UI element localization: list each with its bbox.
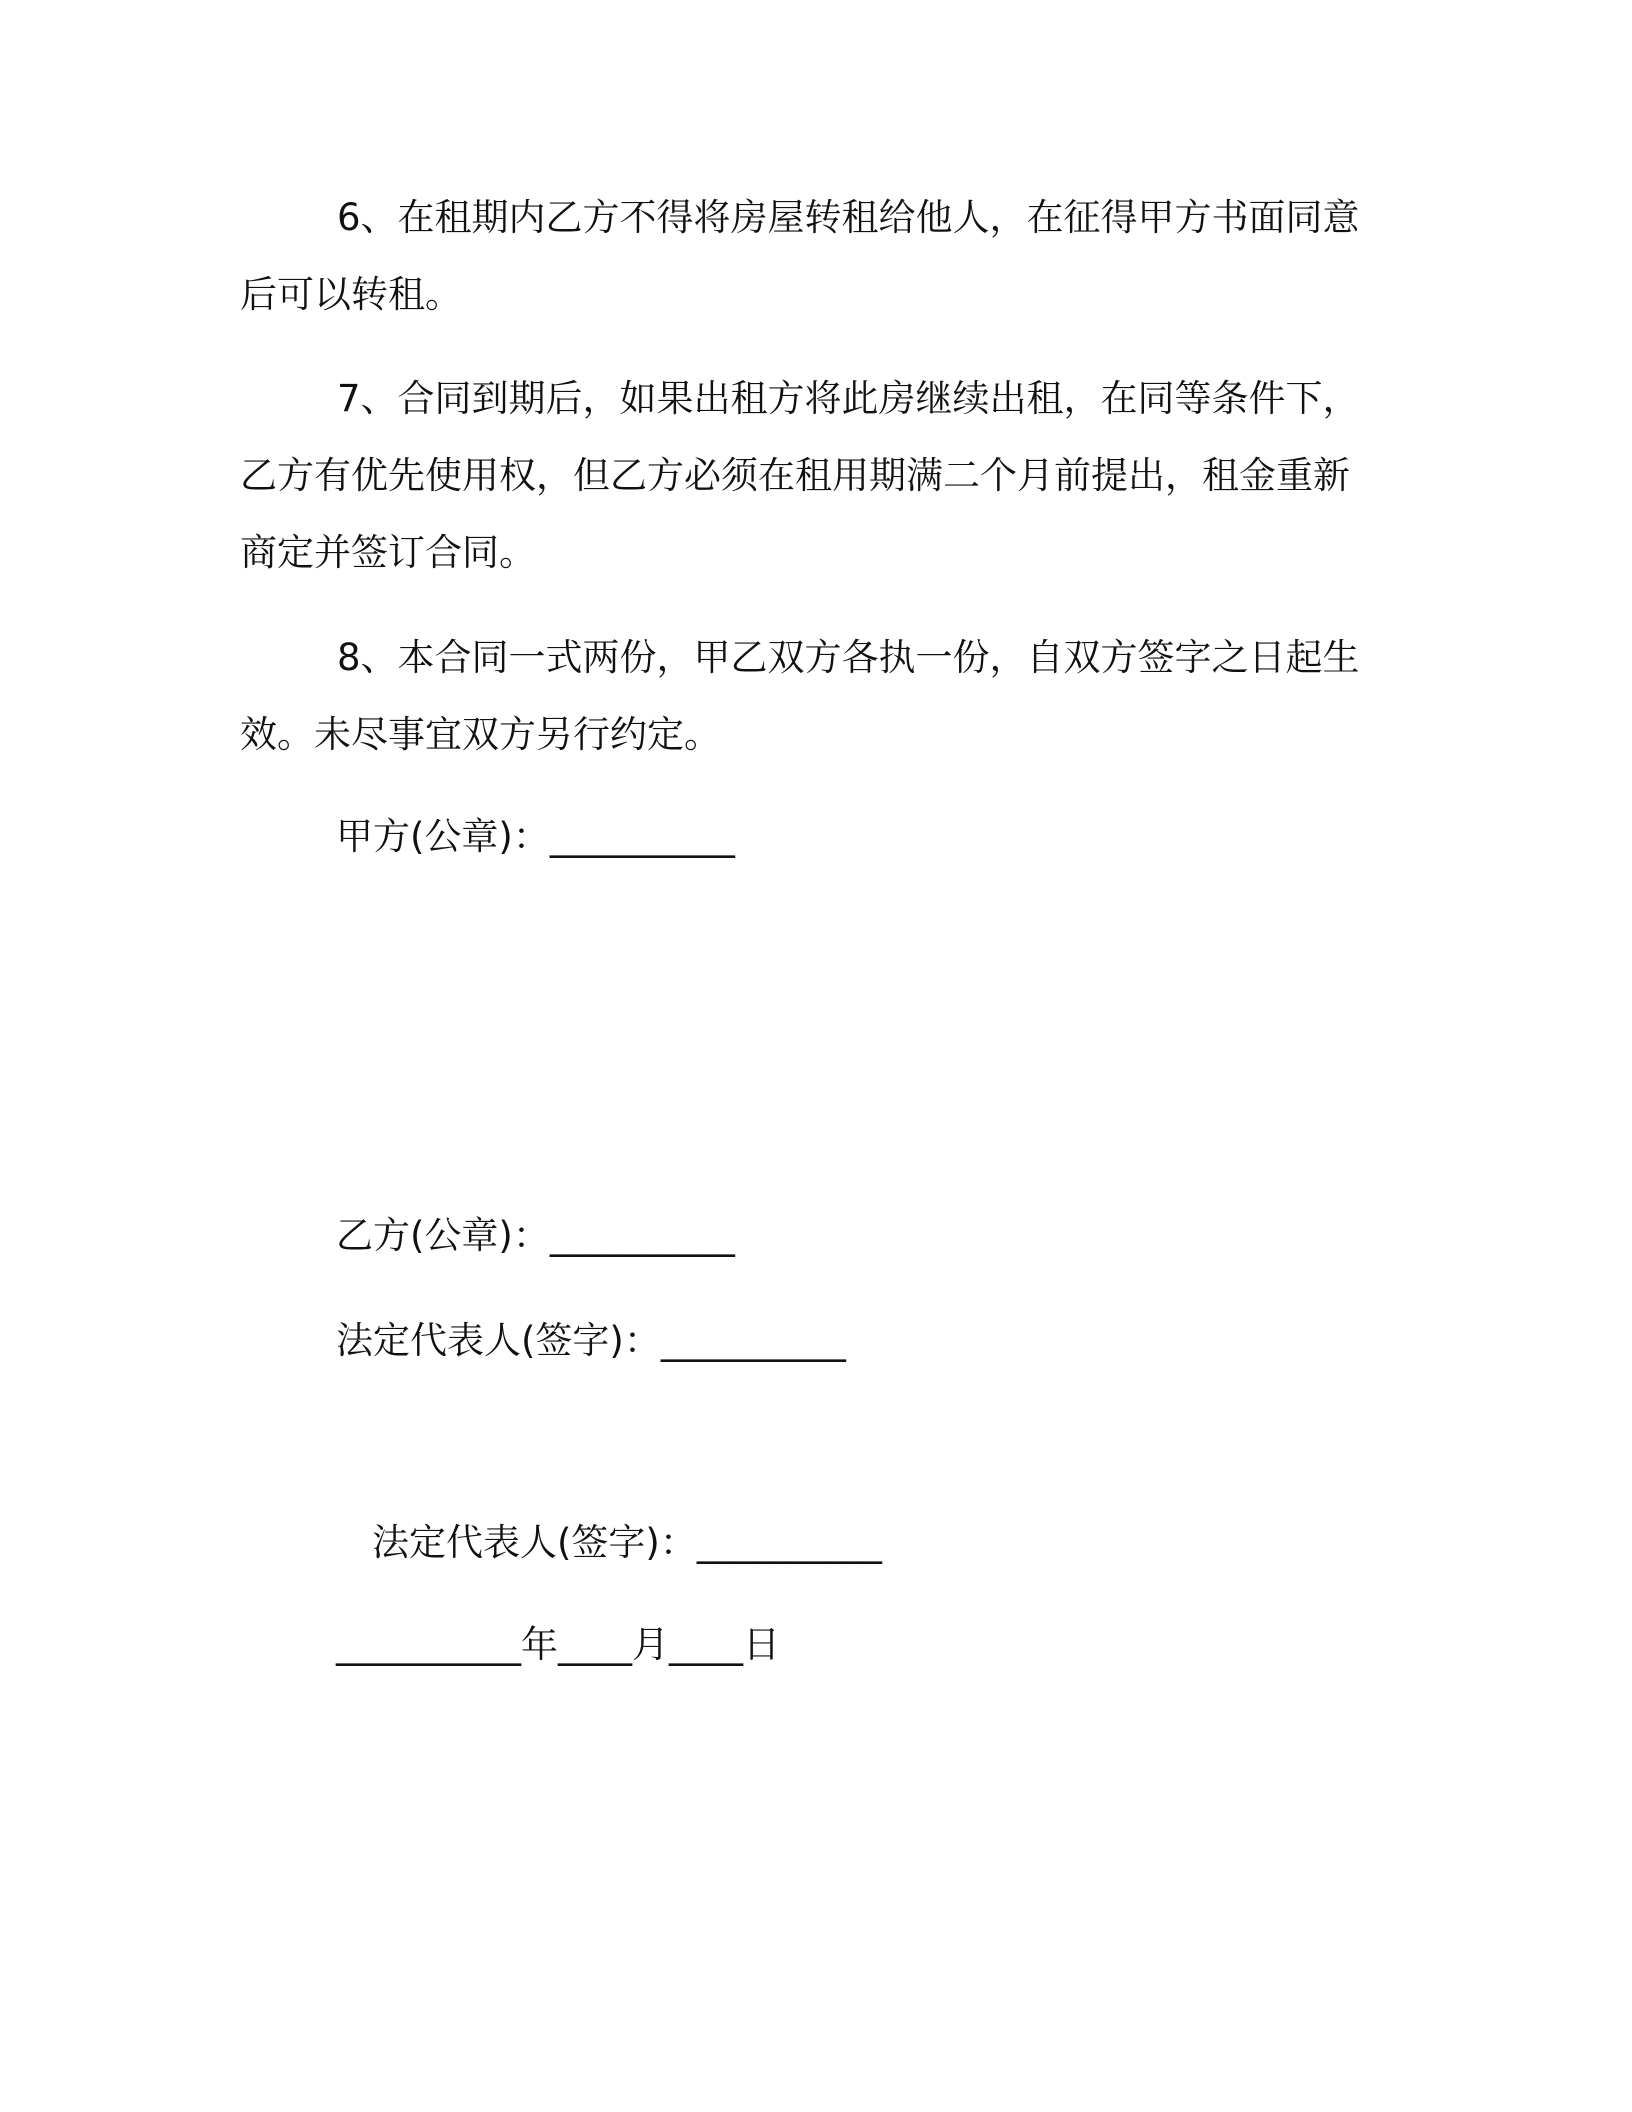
legal-representative-signature-line: 法定代表人(签字)：__________: [336, 1319, 846, 1362]
party-a-seal-line: 甲方(公章)：__________: [336, 815, 735, 858]
clause-8: 8、本合同一式两份，甲乙双方各执一份，自双方签字之日起生效。未尽事宜双方另行约定。: [240, 636, 1360, 756]
legal-representative-signature-line-2: 法定代表人(签字)：__________: [372, 1521, 882, 1564]
party-b-seal-line: 乙方(公章)：__________: [336, 1214, 735, 1257]
clause-6: 6、在租期内乙方不得将房屋转租给他人，在征得甲方书面同意后可以转租。: [240, 196, 1360, 316]
clause-7: 7、合同到期后，如果出租方将此房继续出租，在同等条件下，乙方有优先使用权，但乙方必须在租用期满二个月前提出，租金重新商定并签订合同。: [240, 377, 1360, 574]
signing-date-line: __________年____月____日: [336, 1623, 780, 1666]
